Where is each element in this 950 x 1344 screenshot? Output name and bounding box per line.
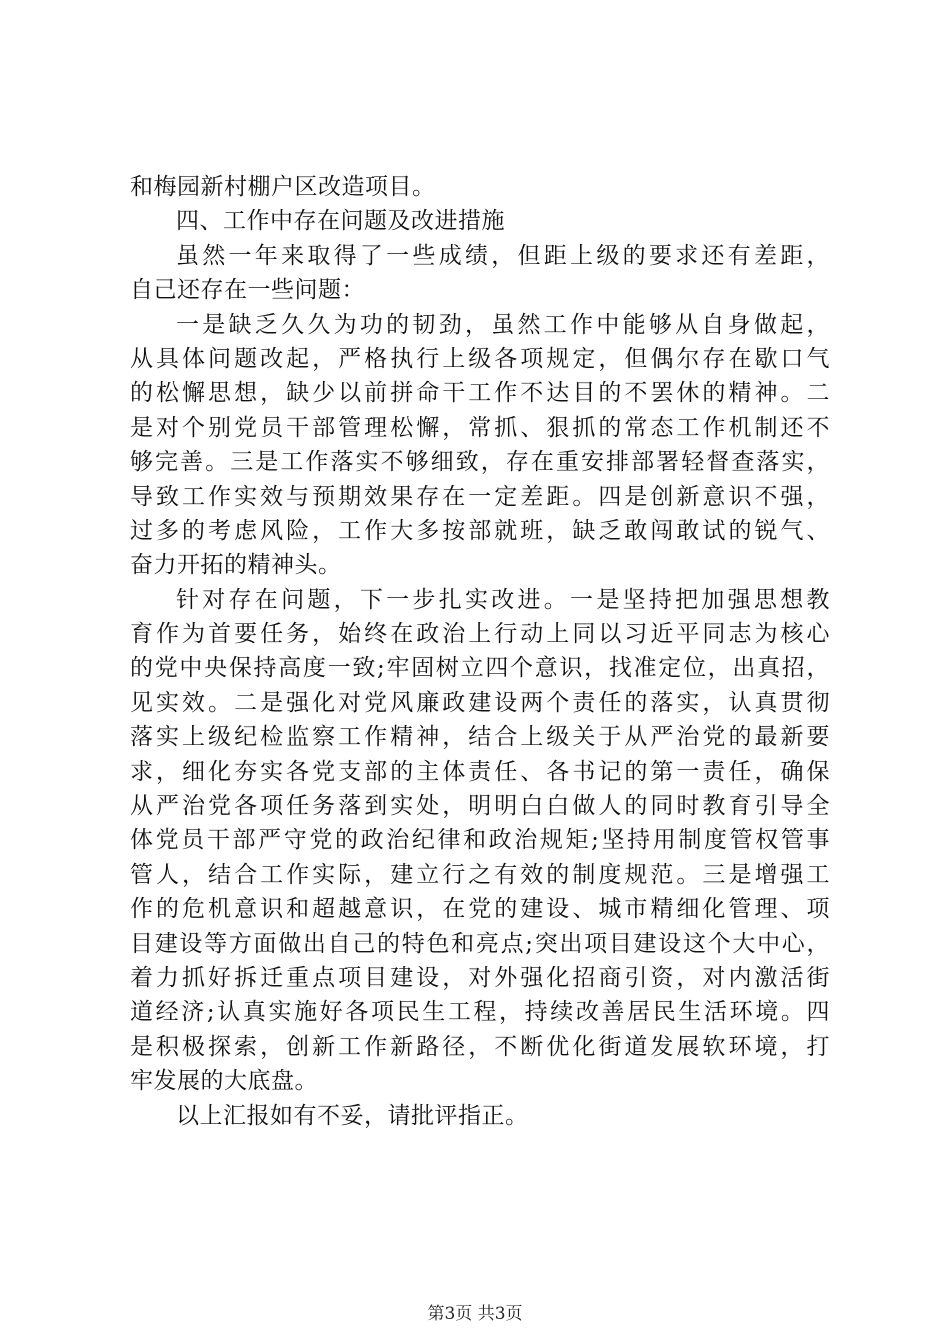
text-line: 从严治党各项任务落到实处，明明白白做人的同时教育引导全	[130, 793, 830, 820]
text-line: 针对存在问题，下一步扎实改进。一是坚持把加强思想教	[176, 586, 830, 613]
page-footer: 第3页 共3页	[427, 1304, 523, 1324]
section-heading: 四、工作中存在问题及改进措施	[176, 208, 505, 235]
closing-line: 以上汇报如有不妥，请批评指正。	[176, 1102, 529, 1129]
text-line: 管人，结合工作实际，建立行之有效的制度规范。三是增强工	[130, 861, 830, 888]
document-body	[130, 170, 830, 1133]
text-line: 和梅园新村棚户区改造项目。	[130, 174, 436, 200]
text-line: 的松懈思想，缺少以前拼命干工作不达目的不罢休的精神。二	[130, 380, 830, 407]
text-line: 奋力开拓的精神头。	[130, 552, 342, 579]
text-line: 过多的考虑风险，工作大多按部就班，缺乏敢闯敢试的锐气、	[130, 517, 830, 544]
text-line: 够完善。三是工作落实不够细致，存在重安排部署轻督查落实，	[130, 449, 830, 476]
text-line: 自己还存在一些问题：	[130, 277, 365, 304]
text-line: 目建设等方面做出自己的特色和亮点;突出项目建设这个大中心，	[130, 930, 830, 957]
text-line: 体党员干部严守党的政治纪律和政治规矩;坚持用制度管权管事	[130, 827, 830, 854]
text-line: 见实效。二是强化对党风廉政建设两个责任的落实，认真贯彻	[130, 689, 830, 716]
text-line: 作的危机意识和超越意识，在党的建设、城市精细化管理、项	[130, 896, 830, 923]
text-line: 求，细化夯实各党支部的主体责任、各书记的第一责任，确保	[130, 758, 830, 785]
text-line: 是积极探索，创新工作新路径，不断优化街道发展软环境，打	[130, 1033, 830, 1060]
text-line: 落实上级纪检监察工作精神，结合上级关于从严治党的最新要	[130, 724, 830, 751]
text-line: 从具体问题改起，严格执行上级各项规定，但偶尔存在歇口气	[130, 345, 830, 372]
text-line: 虽然一年来取得了一些成绩，但距上级的要求还有差距，	[176, 242, 830, 269]
text-line: 是对个别党员干部管理松懈，常抓、狠抓的常态工作机制还不	[130, 414, 830, 441]
text-line: 育作为首要任务，始终在政治上行动上同以习近平同志为核心	[130, 621, 830, 648]
text-line: 道经济;认真实施好各项民生工程，持续改善居民生活环境。四	[130, 999, 830, 1026]
text-line: 牢发展的大底盘。	[130, 1068, 318, 1095]
text-line: 导致工作实效与预期效果存在一定差距。四是创新意识不强，	[130, 483, 830, 510]
text-line: 着力抓好拆迁重点项目建设，对外强化招商引资，对内激活街	[130, 964, 830, 991]
text-line: 一是缺乏久久为功的韧劲，虽然工作中能够从自身做起，	[176, 311, 830, 338]
text-line: 的党中央保持高度一致;牢固树立四个意识，找准定位，出真招，	[130, 655, 830, 682]
